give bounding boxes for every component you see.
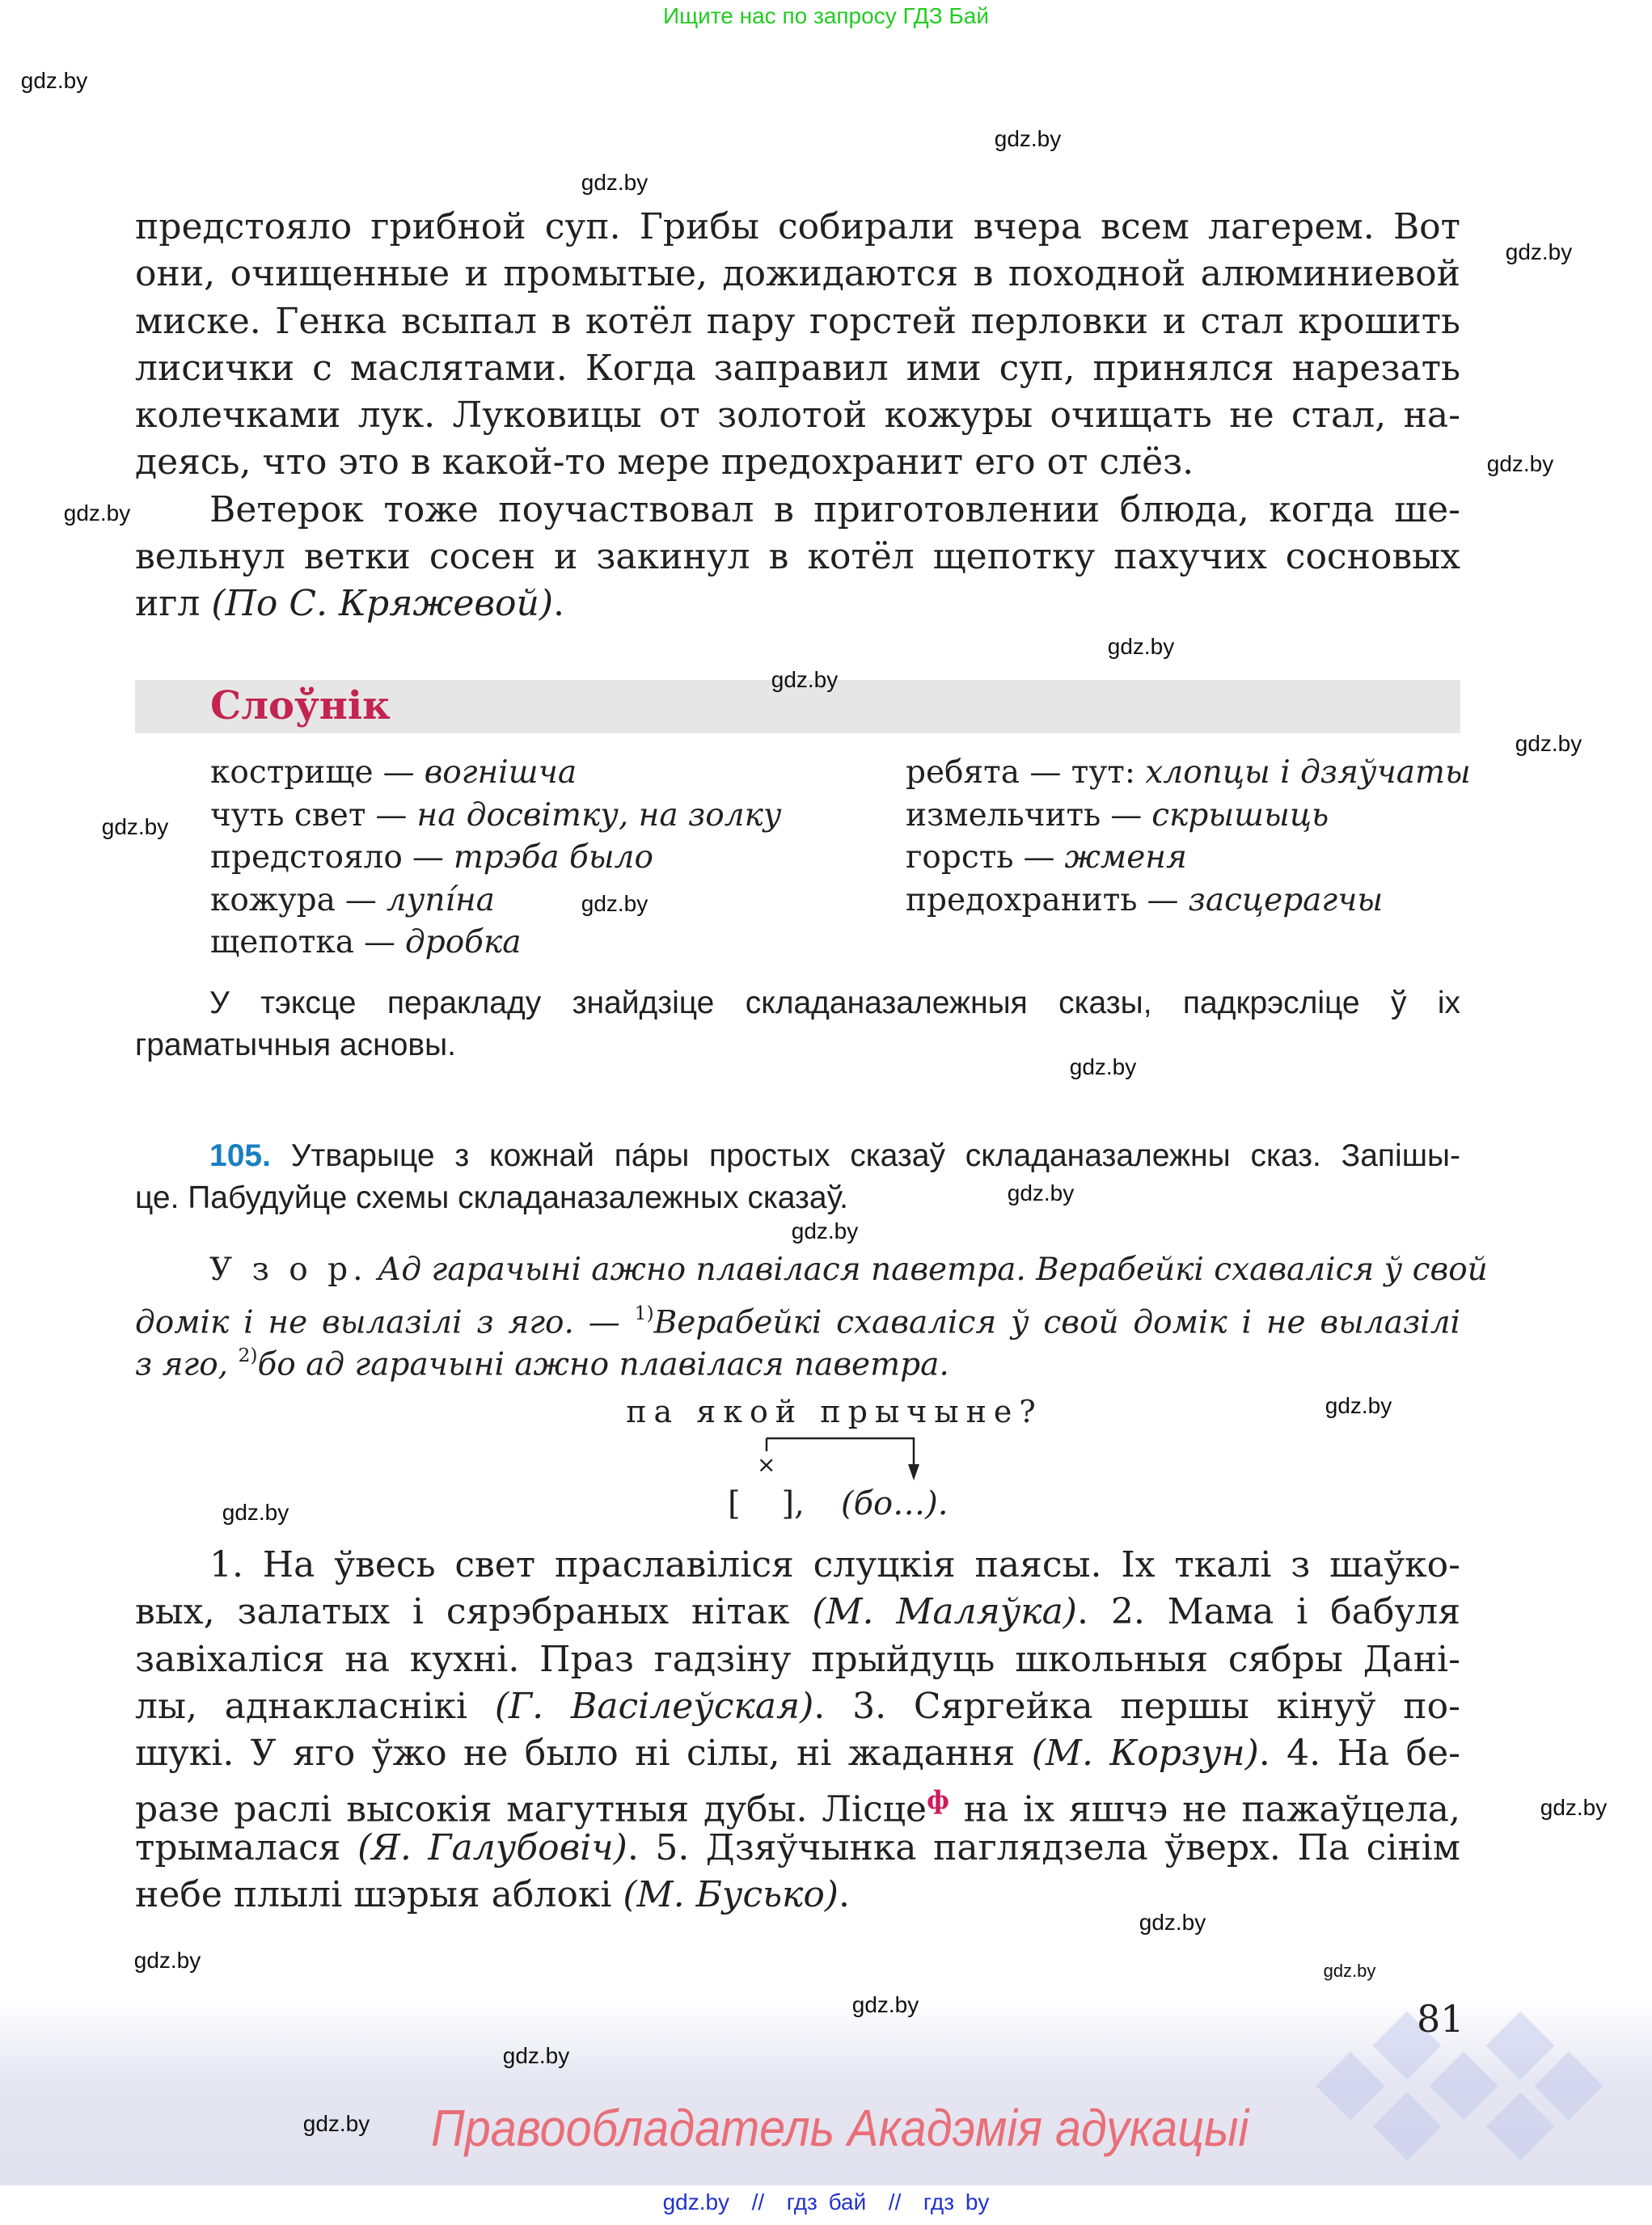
text-line (135, 204, 1460, 251)
vocabulary-title: Слоўнік (210, 683, 391, 728)
vocabulary-entry (210, 795, 781, 838)
watermark: gdz.by (222, 1500, 289, 1525)
text-line (135, 534, 1460, 581)
top-banner: Ищите нас по запросу ГДЗ Бай (662, 3, 990, 28)
italic-text: Верабейкі схаваліся ў свой домік і не вылазілі (653, 1303, 1461, 1340)
text-segment: лисички с маслятами. Когда заправил ими суп, принялся нарезать (135, 347, 1460, 389)
diagram-main-clause: [ ], (728, 1485, 805, 1522)
text-segment: 2) (238, 1344, 258, 1366)
cross-icon: × (757, 1451, 776, 1478)
text-line (135, 1777, 1460, 1830)
text-segment: на іх яшчэ не пажаўцела, (949, 1788, 1460, 1830)
text-line (135, 1292, 1461, 1340)
watermark: gdz.by (1139, 1910, 1206, 1935)
text-line (135, 392, 1460, 439)
watermark: gdz.by (1540, 1795, 1608, 1820)
vocabulary-entry (906, 795, 1471, 838)
text-line (135, 1872, 1460, 1919)
text-segment: . (553, 583, 564, 625)
text-segment: игл (135, 583, 212, 625)
text-line (135, 1542, 1460, 1589)
task-text (135, 982, 1460, 1066)
text-segment: граматычныя асновы. (135, 1028, 456, 1062)
text-segment: лы, аднакласнікі (135, 1685, 495, 1727)
watermark: gdz.by (1007, 1180, 1075, 1205)
dash: — (412, 839, 444, 876)
italic-text: (М. Бусько) (623, 1874, 839, 1916)
vocabulary-term: кострище (210, 754, 374, 791)
text-line (135, 1024, 1460, 1066)
text-line (135, 982, 1460, 1024)
text-line (135, 1589, 1460, 1636)
watermark: gdz.by (771, 667, 839, 692)
vocabulary-translation: трэба было (453, 839, 653, 876)
italic-text: (М. Корзун) (1031, 1733, 1259, 1775)
text-segment: деясь, что это в какой-то мере предохранит его от слёз. (135, 441, 1194, 483)
diagram-arrow (752, 1435, 930, 1484)
italic-text: (Г. Васілеўская) (494, 1685, 814, 1727)
watermark: gdz.by (133, 1948, 201, 1973)
text-segment: небе плылі шэрыя аблокі (135, 1874, 623, 1916)
text-line (135, 1135, 1460, 1177)
text-segment: они, очищенные и промытые, дожидаются в походной алюминиевой (135, 253, 1460, 295)
vocabulary-translation: лупі́на (386, 881, 495, 918)
watermark: gdz.by (1069, 1054, 1137, 1079)
decor-diamond (1535, 2052, 1603, 2121)
text-line (135, 1249, 1488, 1292)
vocabulary-left-column (210, 752, 781, 965)
vocabulary-entry (906, 880, 1471, 923)
exercise-105-pattern (135, 1249, 1488, 1383)
italic-text: (М. Маляўка) (812, 1591, 1077, 1633)
decor-diamond (1373, 2092, 1442, 2161)
text-line (135, 487, 1460, 534)
text-segment: предстояло грибной суп. Грибы собирали вчера всем лагерем. Вот (135, 206, 1460, 247)
decor-diamond (1430, 2052, 1498, 2121)
vocabulary-entry (210, 837, 781, 880)
text-segment: разе раслі высокія магутныя дубы. Лісце (135, 1788, 927, 1830)
text-segment: Утварыце з кожнай па́ры простых сказаў складаназалежны сказ. Запішы- (270, 1138, 1460, 1173)
vocabulary-translation: на досвітку, на золку (416, 796, 782, 834)
vocabulary-entry (210, 752, 781, 795)
text-line (135, 298, 1460, 345)
vocabulary-term: измельчить (906, 796, 1101, 834)
text-segment: вельнул ветки сосен и закинул в котёл щепотку пахучих сосновых (135, 536, 1460, 578)
watermark: gdz.by (1325, 1393, 1392, 1418)
watermark: gdz.by (581, 891, 649, 916)
text-line (135, 581, 1460, 627)
watermark: gdz.by (302, 2111, 370, 2136)
dash: — (375, 796, 408, 834)
watermark: gdz.by (63, 500, 131, 526)
watermark: gdz.by (581, 170, 649, 195)
decor-diamond (1486, 2012, 1555, 2080)
vocabulary-term: щепотка (210, 924, 355, 961)
vocabulary-entry (906, 752, 1471, 795)
text-line (135, 439, 1460, 486)
vocabulary-translation: вогнішча (424, 754, 577, 791)
vocabulary-entry (210, 922, 781, 965)
dash: — (1110, 796, 1143, 834)
text-line (135, 1825, 1460, 1872)
dash: — (344, 881, 377, 918)
vocabulary-term: кожура (210, 881, 336, 918)
exercise-105-instruction (135, 1135, 1460, 1219)
watermark: gdz.by (851, 1992, 919, 2017)
text-line (135, 345, 1460, 392)
text-segment: шукі. У яго ўжо не было ні сілы, ні жадання (135, 1733, 1032, 1775)
text-segment: . (838, 1874, 850, 1916)
vocabulary-term: предохранить (906, 881, 1138, 918)
exercise-number: 105. (209, 1138, 271, 1173)
bottom-links[interactable]: gdz.by // гдз бай // гдз by (662, 2189, 990, 2214)
text-segment: . 4. На бе- (1258, 1733, 1460, 1775)
watermark: gdz.by (1107, 634, 1175, 659)
italic-text: (По С. Кряжевой) (211, 583, 553, 625)
italic-text: (Я. Галубовіч) (357, 1826, 627, 1868)
vocabulary-term: ребята — тут: (906, 754, 1135, 791)
dash: — (364, 924, 396, 961)
watermark: gdz.by (1323, 1961, 1376, 1981)
italic-text: Ад гарачыні ажно плавілася паветра. Верабейкі схаваліся ў свой (367, 1252, 1488, 1288)
text-line (135, 1730, 1460, 1777)
text-segment: миске. Генка всыпал в котёл пару горстей перловки и стал крошить (135, 300, 1460, 342)
text-segment: . 5. Дзяўчынка паглядзела ўверх. Па сінім (627, 1826, 1460, 1868)
vocabulary-translation: засцерагчы (1188, 881, 1384, 918)
text-segment: . 3. Сяргейка першы кінуў по- (813, 1685, 1460, 1727)
rights-holder: Правообладатель Акадэмія адукацыі (431, 2099, 1249, 2157)
vocabulary-translation: скрышыць (1151, 796, 1329, 834)
vocabulary-translation: хлопцы і дзяўчаты (1145, 754, 1471, 791)
text-segment: це. Пабудуйце схемы складаназалежных сказаў. (135, 1180, 848, 1215)
text-segment: вых, залатых і сярэбраных нітак (135, 1591, 813, 1633)
vocabulary-right-column (906, 752, 1471, 922)
vocabulary-entry (210, 880, 781, 923)
vocabulary-term: горсть (906, 839, 1014, 876)
vocabulary-term: предстояло (210, 839, 403, 876)
diagram-question: па якой прычыне? (626, 1394, 1043, 1429)
text-segment: Ветерок тоже поучаствовал в приготовлении блюда, когда ше- (209, 488, 1460, 530)
text-segment: У тэксце перакладу знайдзіце складаназалежныя сказы, падкрэсліце ў іх (209, 986, 1460, 1020)
text-segment: ф (927, 1786, 949, 1816)
text-segment: 1) (634, 1301, 654, 1324)
main-text (135, 204, 1460, 628)
watermark: gdz.by (1515, 731, 1582, 756)
vocabulary-translation: жменя (1064, 839, 1187, 876)
text-segment: колечками лук. Луковицы от золотой кожуры очищать не стал, на- (135, 395, 1460, 437)
text-segment: У з о р. (209, 1252, 368, 1288)
watermark: gdz.by (101, 814, 169, 839)
watermark: gdz.by (502, 2043, 570, 2068)
watermark: gdz.by (994, 126, 1062, 151)
text-line (135, 1683, 1460, 1730)
watermark: gdz.by (20, 68, 88, 93)
italic-text: бо ад гарачыні ажно плавілася паветра. (257, 1346, 949, 1383)
diagram-subordinate-clause: (бо…). (841, 1485, 949, 1522)
dash: — (1147, 881, 1179, 918)
vocabulary-translation: дробка (405, 924, 522, 961)
text-line (135, 251, 1460, 298)
page-number: 81 (1417, 1997, 1464, 2041)
decor-diamond (1316, 2052, 1385, 2121)
text-segment: трымалася (135, 1826, 358, 1868)
decor-diamond (1486, 2092, 1555, 2161)
watermark: gdz.by (791, 1218, 859, 1243)
dash: — (382, 754, 415, 791)
vocabulary-entry (906, 837, 1471, 880)
text-segment: 1. На ўвесь свет праславіліся слуцкія паясы. Іх ткалі з шаўко- (209, 1544, 1460, 1585)
watermark: gdz.by (1486, 451, 1554, 476)
text-segment: . 2. Мама і бабуля (1076, 1591, 1461, 1633)
exercise-105-sentences (135, 1542, 1460, 1919)
italic-text: з яго, (135, 1346, 239, 1383)
text-segment: завіхаліся на кухні. Праз гадзіну прыйдуць школьныя сябры Дані- (135, 1638, 1460, 1680)
italic-text: домік і не вылазілі з яго. — (135, 1303, 635, 1340)
vocabulary-term: чуть свет (210, 796, 366, 834)
text-line (135, 1177, 1460, 1219)
text-line (135, 1636, 1460, 1683)
dash: — (1023, 839, 1055, 876)
watermark: gdz.by (1505, 239, 1573, 264)
